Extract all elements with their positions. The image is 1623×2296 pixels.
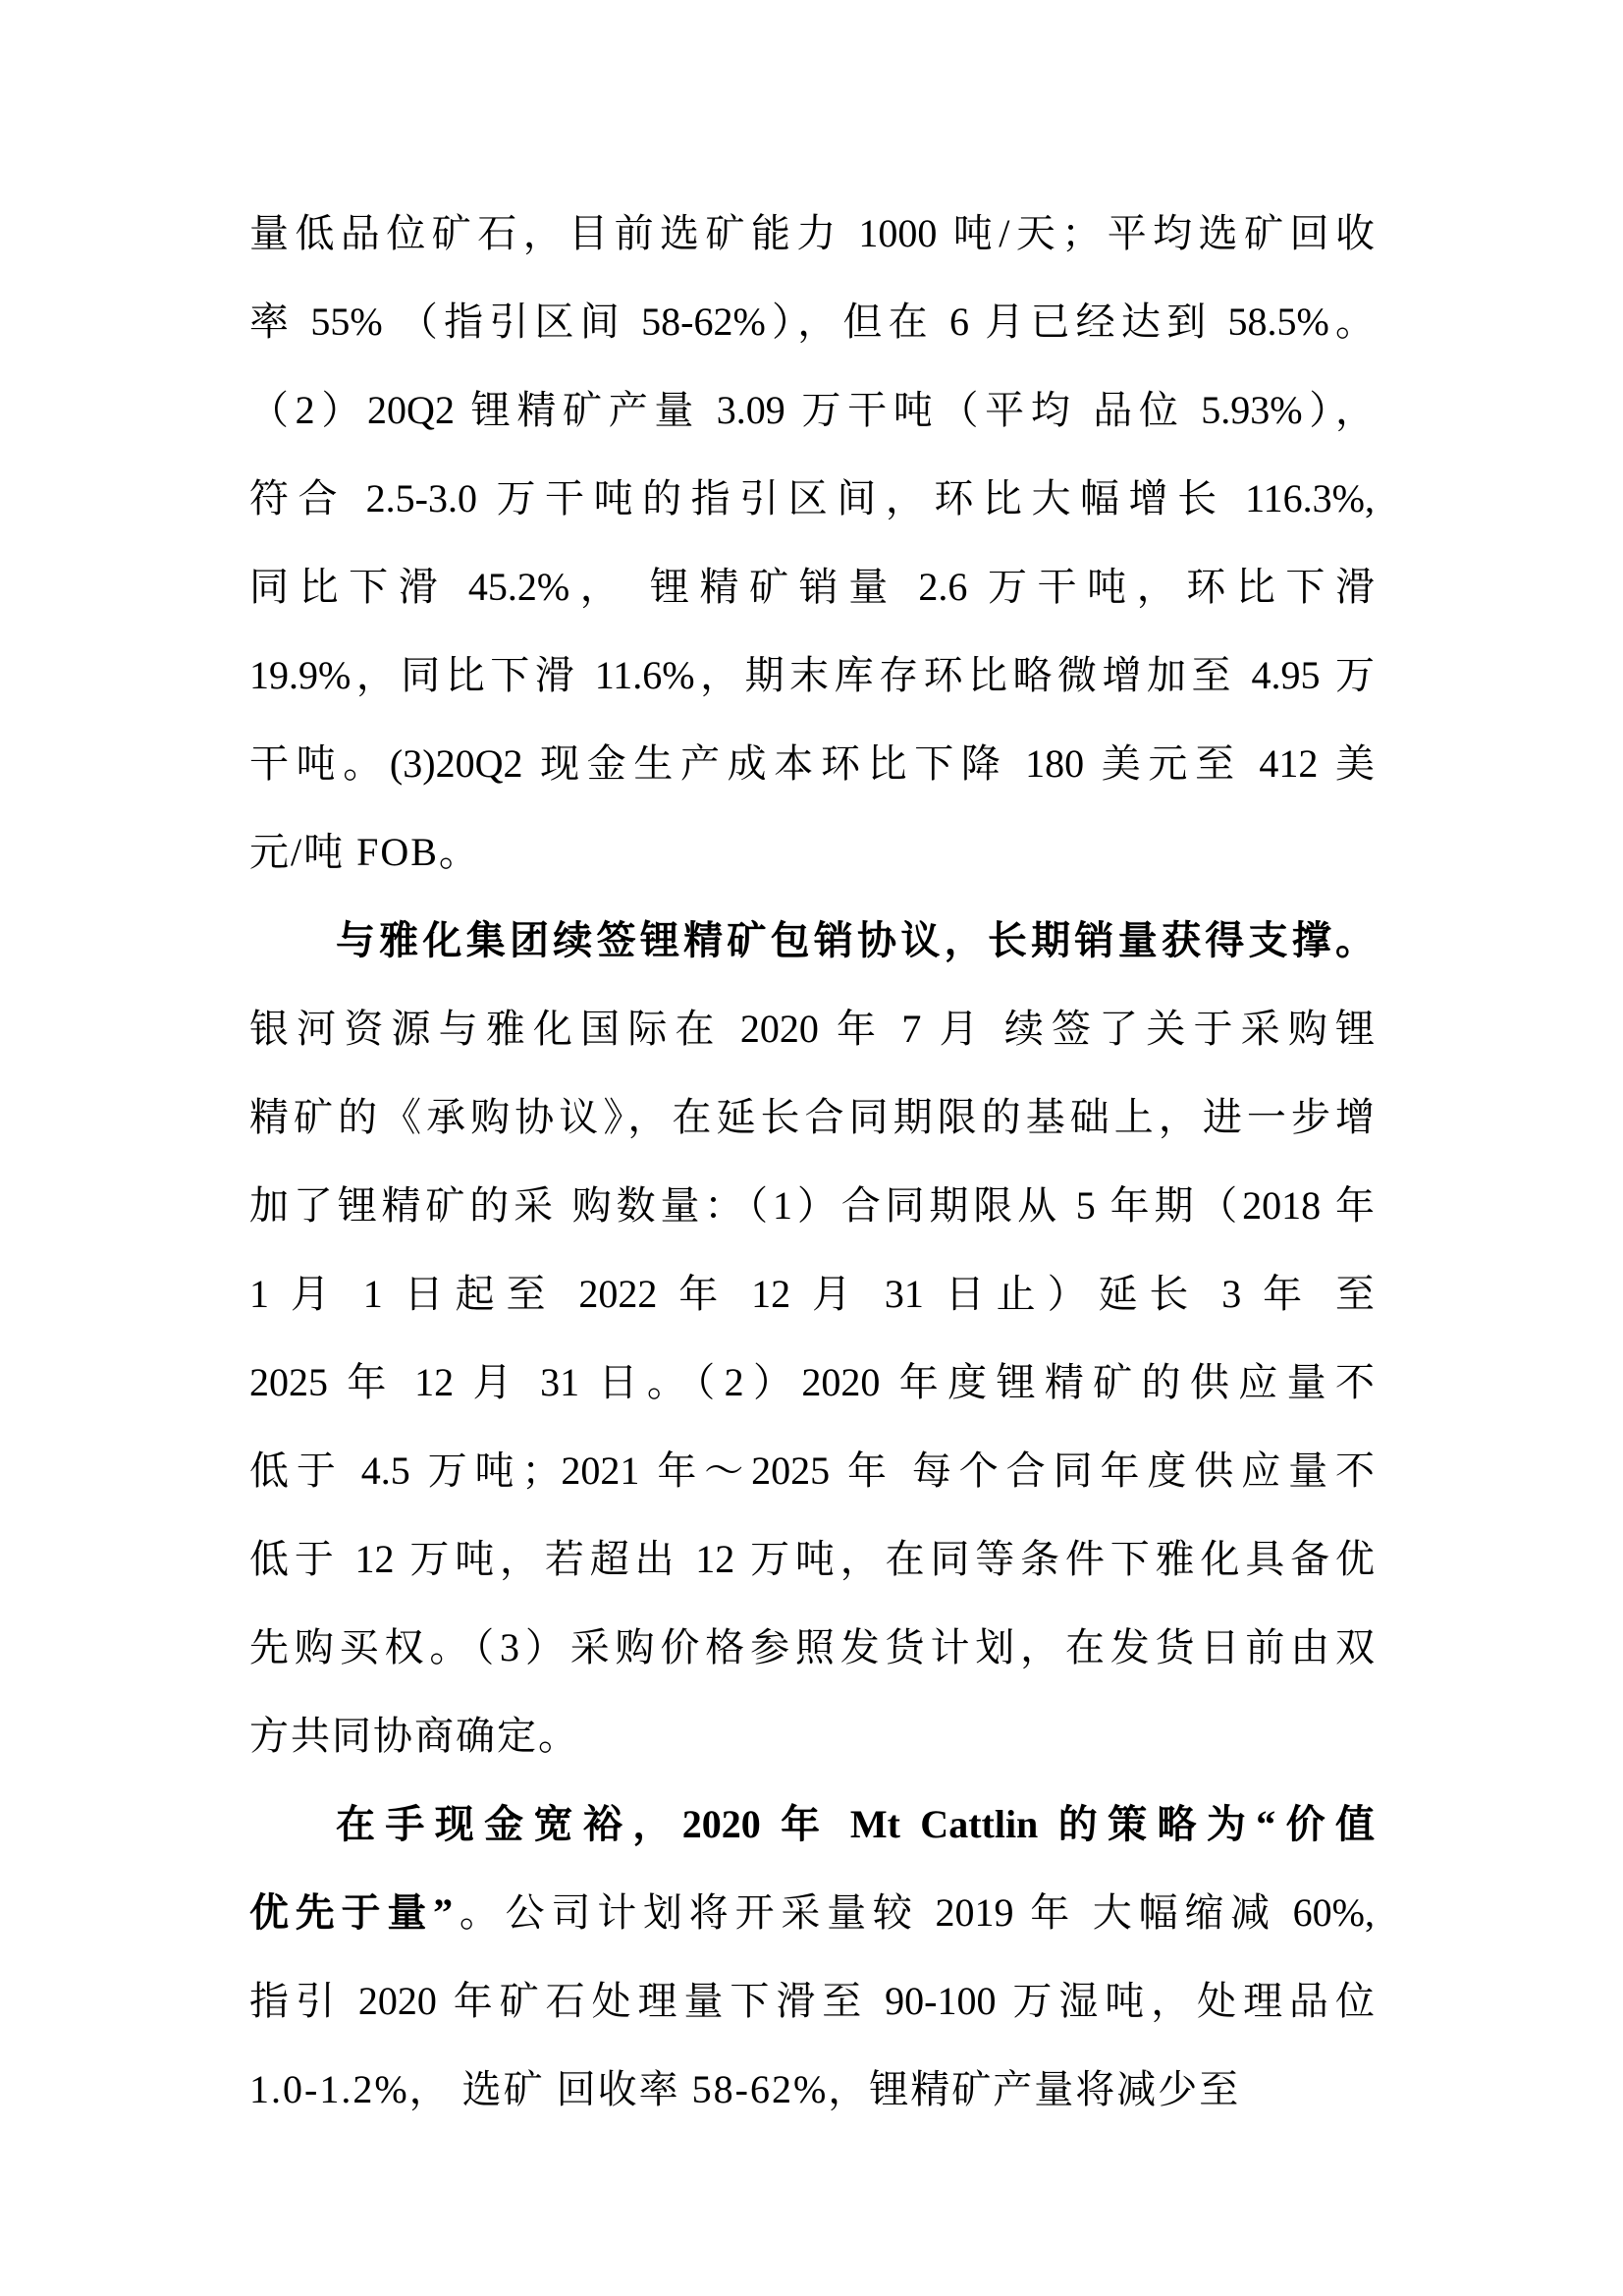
text-segment: 低于 12 万吨，若超出 12 万吨，在同等条件下雅化具备优 [249,1537,1375,1581]
text-line [249,1162,1375,1250]
text-line [249,1692,1375,1780]
text-line [249,1780,1375,1869]
text-segment: （2）20Q2 锂精矿产量 3.09 万干吨（平均 品位 5.93%）， [249,388,1375,432]
text-line [249,985,1375,1073]
text-segment: 量低品位矿石，目前选矿能力 1000 吨/天；平均选矿回收 [249,211,1375,255]
text-segment: 加了锂精矿的采 购数量：（1）合同期限从 5 年期（2018 年 [249,1183,1375,1228]
text-segment: 元/吨 FOB。 [249,830,480,874]
text-segment: 率 55% （指引区间 58-62%），但在 6 月已经达到 58.5%。 [249,300,1375,344]
text-line [249,543,1375,631]
text-line [249,1073,1375,1162]
text-line [249,720,1375,808]
text-line [249,1957,1375,2046]
text-line [249,1604,1375,1692]
text-segment: 方共同协商确定。 [249,1714,579,1758]
text-line [249,631,1375,720]
text-segment: 先购买权。（3）采购价格参照发货计划，在发货日前由双 [249,1625,1375,1669]
text-segment: 精矿的《承购协议》，在延长合同期限的基础上，进一步增 [249,1095,1375,1139]
text-line [249,190,1375,278]
bold-text-segment: 与雅化集团续签锂精矿包销协议，长期销量获得支撑。 [336,918,1375,962]
text-line [249,366,1375,455]
text-segment: 2025 年 12 月 31 日。（2）2020 年度锂精矿的供应量不 [249,1360,1375,1404]
text-block [249,190,1375,2134]
text-line [249,1869,1375,1957]
text-line [249,2046,1375,2134]
paragraph-yahua-offtake-agreement [249,897,1375,1780]
bold-text-segment: 在手现金宽裕，2020 年 Mt Cattlin 的策略为“价值 [336,1802,1375,1846]
paragraph-2020-strategy [249,1780,1375,2134]
text-segment: 指引 2020 年矿石处理量下滑至 90-100 万湿吨，处理品位 [249,1979,1375,2023]
paragraph-q2-production-review [249,190,1375,897]
text-segment: 低于 4.5 万吨；2021 年～2025 年 每个合同年度供应量不 [249,1449,1375,1493]
text-segment: 1.0-1.2%， 选矿 回收率 58-62%，锂精矿产量将减少至 [249,2067,1241,2111]
text-segment: 干吨。(3)20Q2 现金生产成本环比下降 180 美元至 412 美 [249,741,1375,786]
text-segment: 。公司计划将开采量较 2019 年 大幅缩减 60%, [453,1890,1375,1935]
text-line [249,1427,1375,1515]
text-segment: 同比下滑 45.2%， 锂精矿销量 2.6 万干吨，环比下滑 [249,565,1375,609]
bold-text-segment: 优先于量” [249,1890,454,1935]
text-segment: 1 月 1 日起至 2022 年 12 月 31 日止）延长 3 年 至 [249,1272,1375,1316]
text-line [249,1339,1375,1427]
text-line [249,808,1375,897]
text-line [249,455,1375,543]
text-line [249,897,1375,985]
text-segment: 19.9%，同比下滑 11.6%，期末库存环比略微增加至 4.95 万 [249,653,1375,697]
text-segment: 符合 2.5‐3.0 万干吨的指引区间，环比大幅增长 116.3%, [249,476,1375,520]
text-segment: 银河资源与雅化国际在 2020 年 7 月 续签了关于采购锂 [249,1007,1375,1051]
text-line [249,278,1375,366]
text-line [249,1250,1375,1339]
text-line [249,1515,1375,1604]
